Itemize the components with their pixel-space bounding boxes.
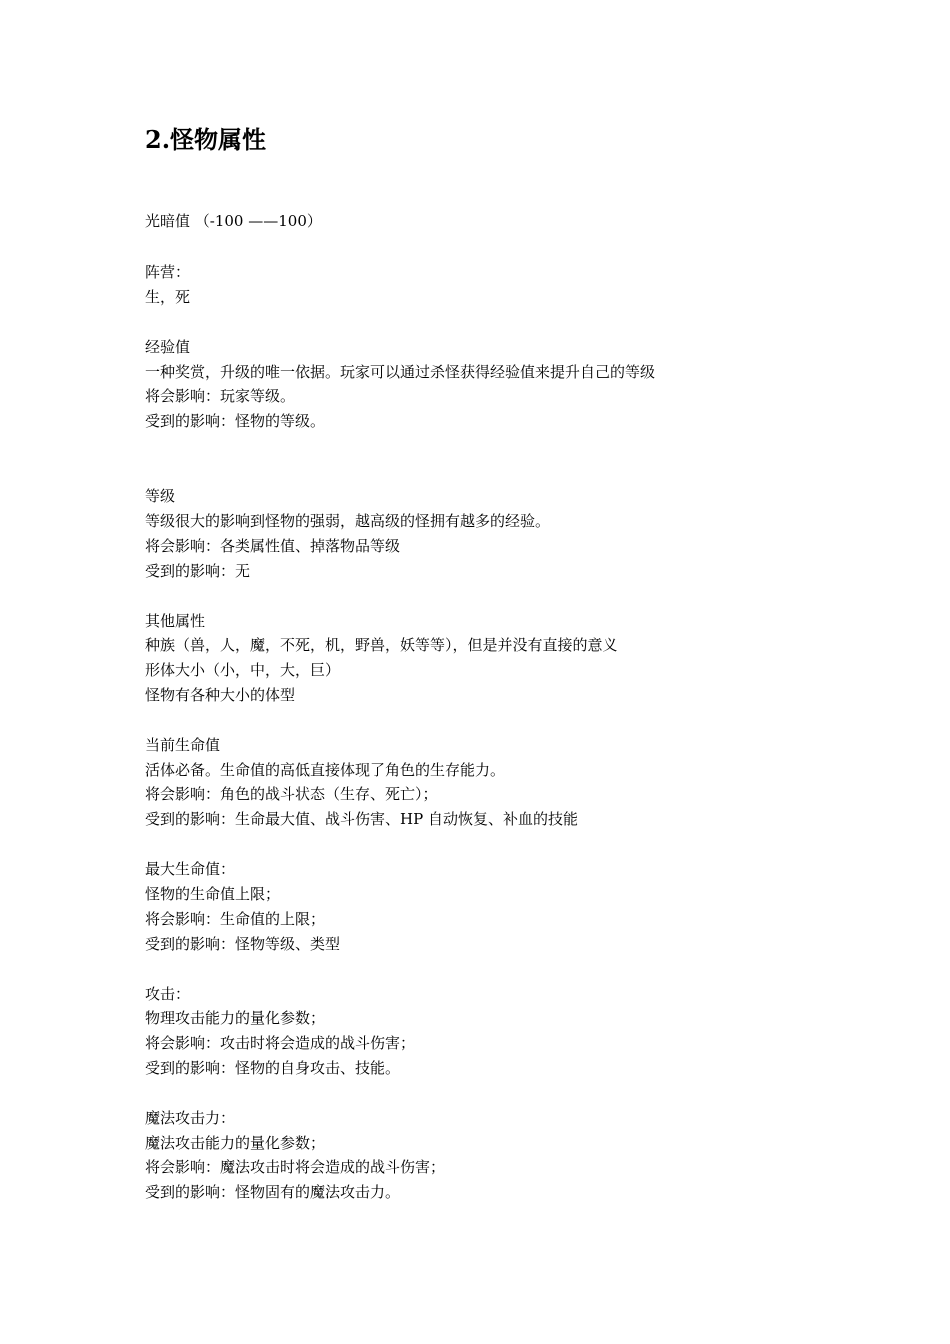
experience-affected-by: 受到的影响：怪物的等级。: [145, 412, 326, 430]
experience-affects: 将会影响：玩家等级。: [145, 387, 296, 405]
level-description: 等级很大的影响到怪物的强弱，越高级的怪拥有越多的经验。: [145, 512, 551, 530]
body-size-description: 怪物有各种大小的体型: [145, 686, 296, 704]
current-hp-heading: 当前生命值: [145, 736, 221, 754]
magic-attack-description: 魔法攻击能力的量化参数；: [145, 1134, 326, 1152]
other-attributes-heading: 其他属性: [145, 612, 206, 630]
attack-affects: 将会影响：攻击时将会造成的战斗伤害；: [145, 1034, 416, 1052]
light-dark-value-line: 光暗值 （-100 ——100）: [145, 212, 322, 230]
attack-description: 物理攻击能力的量化参数；: [145, 1009, 326, 1027]
experience-heading: 经验值: [145, 338, 191, 356]
max-hp-affects: 将会影响：生命值的上限；: [145, 910, 326, 928]
max-hp-affected-by: 受到的影响：怪物等级、类型: [145, 935, 341, 953]
attack-heading: 攻击：: [145, 985, 191, 1003]
race-line: 种族（兽，人，魔，不死，机，野兽，妖等等），但是并没有直接的意义: [145, 636, 618, 654]
current-hp-description: 活体必备。生命值的高低直接体现了角色的生存能力。: [145, 761, 506, 779]
magic-attack-heading: 魔法攻击力：: [145, 1109, 236, 1127]
attack-affected-by: 受到的影响：怪物的自身攻击、技能。: [145, 1059, 401, 1077]
magic-attack-affects: 将会影响：魔法攻击时将会造成的战斗伤害；: [145, 1158, 446, 1176]
max-hp-heading: 最大生命值：: [145, 860, 236, 878]
max-hp-description: 怪物的生命值上限；: [145, 885, 281, 903]
level-heading: 等级: [145, 487, 176, 505]
level-affects: 将会影响：各类属性值、掉落物品等级: [145, 537, 401, 555]
level-affected-by: 受到的影响：无: [145, 562, 251, 580]
experience-description: 一种奖赏，升级的唯一依据。玩家可以通过杀怪获得经验值来提升自己的等级: [145, 363, 656, 381]
body-size-line: 形体大小（小，中，大，巨）: [145, 661, 341, 679]
current-hp-affects: 将会影响：角色的战斗状态（生存、死亡）；: [145, 785, 438, 803]
current-hp-affected-by: 受到的影响：生命最大值、战斗伤害、HP 自动恢复、补血的技能: [145, 810, 578, 828]
faction-heading: 阵营：: [145, 263, 191, 281]
magic-attack-affected-by: 受到的影响：怪物固有的魔法攻击力。: [145, 1183, 401, 1201]
page-title: 2.怪物属性: [145, 125, 267, 154]
faction-values: 生，死: [145, 288, 191, 306]
